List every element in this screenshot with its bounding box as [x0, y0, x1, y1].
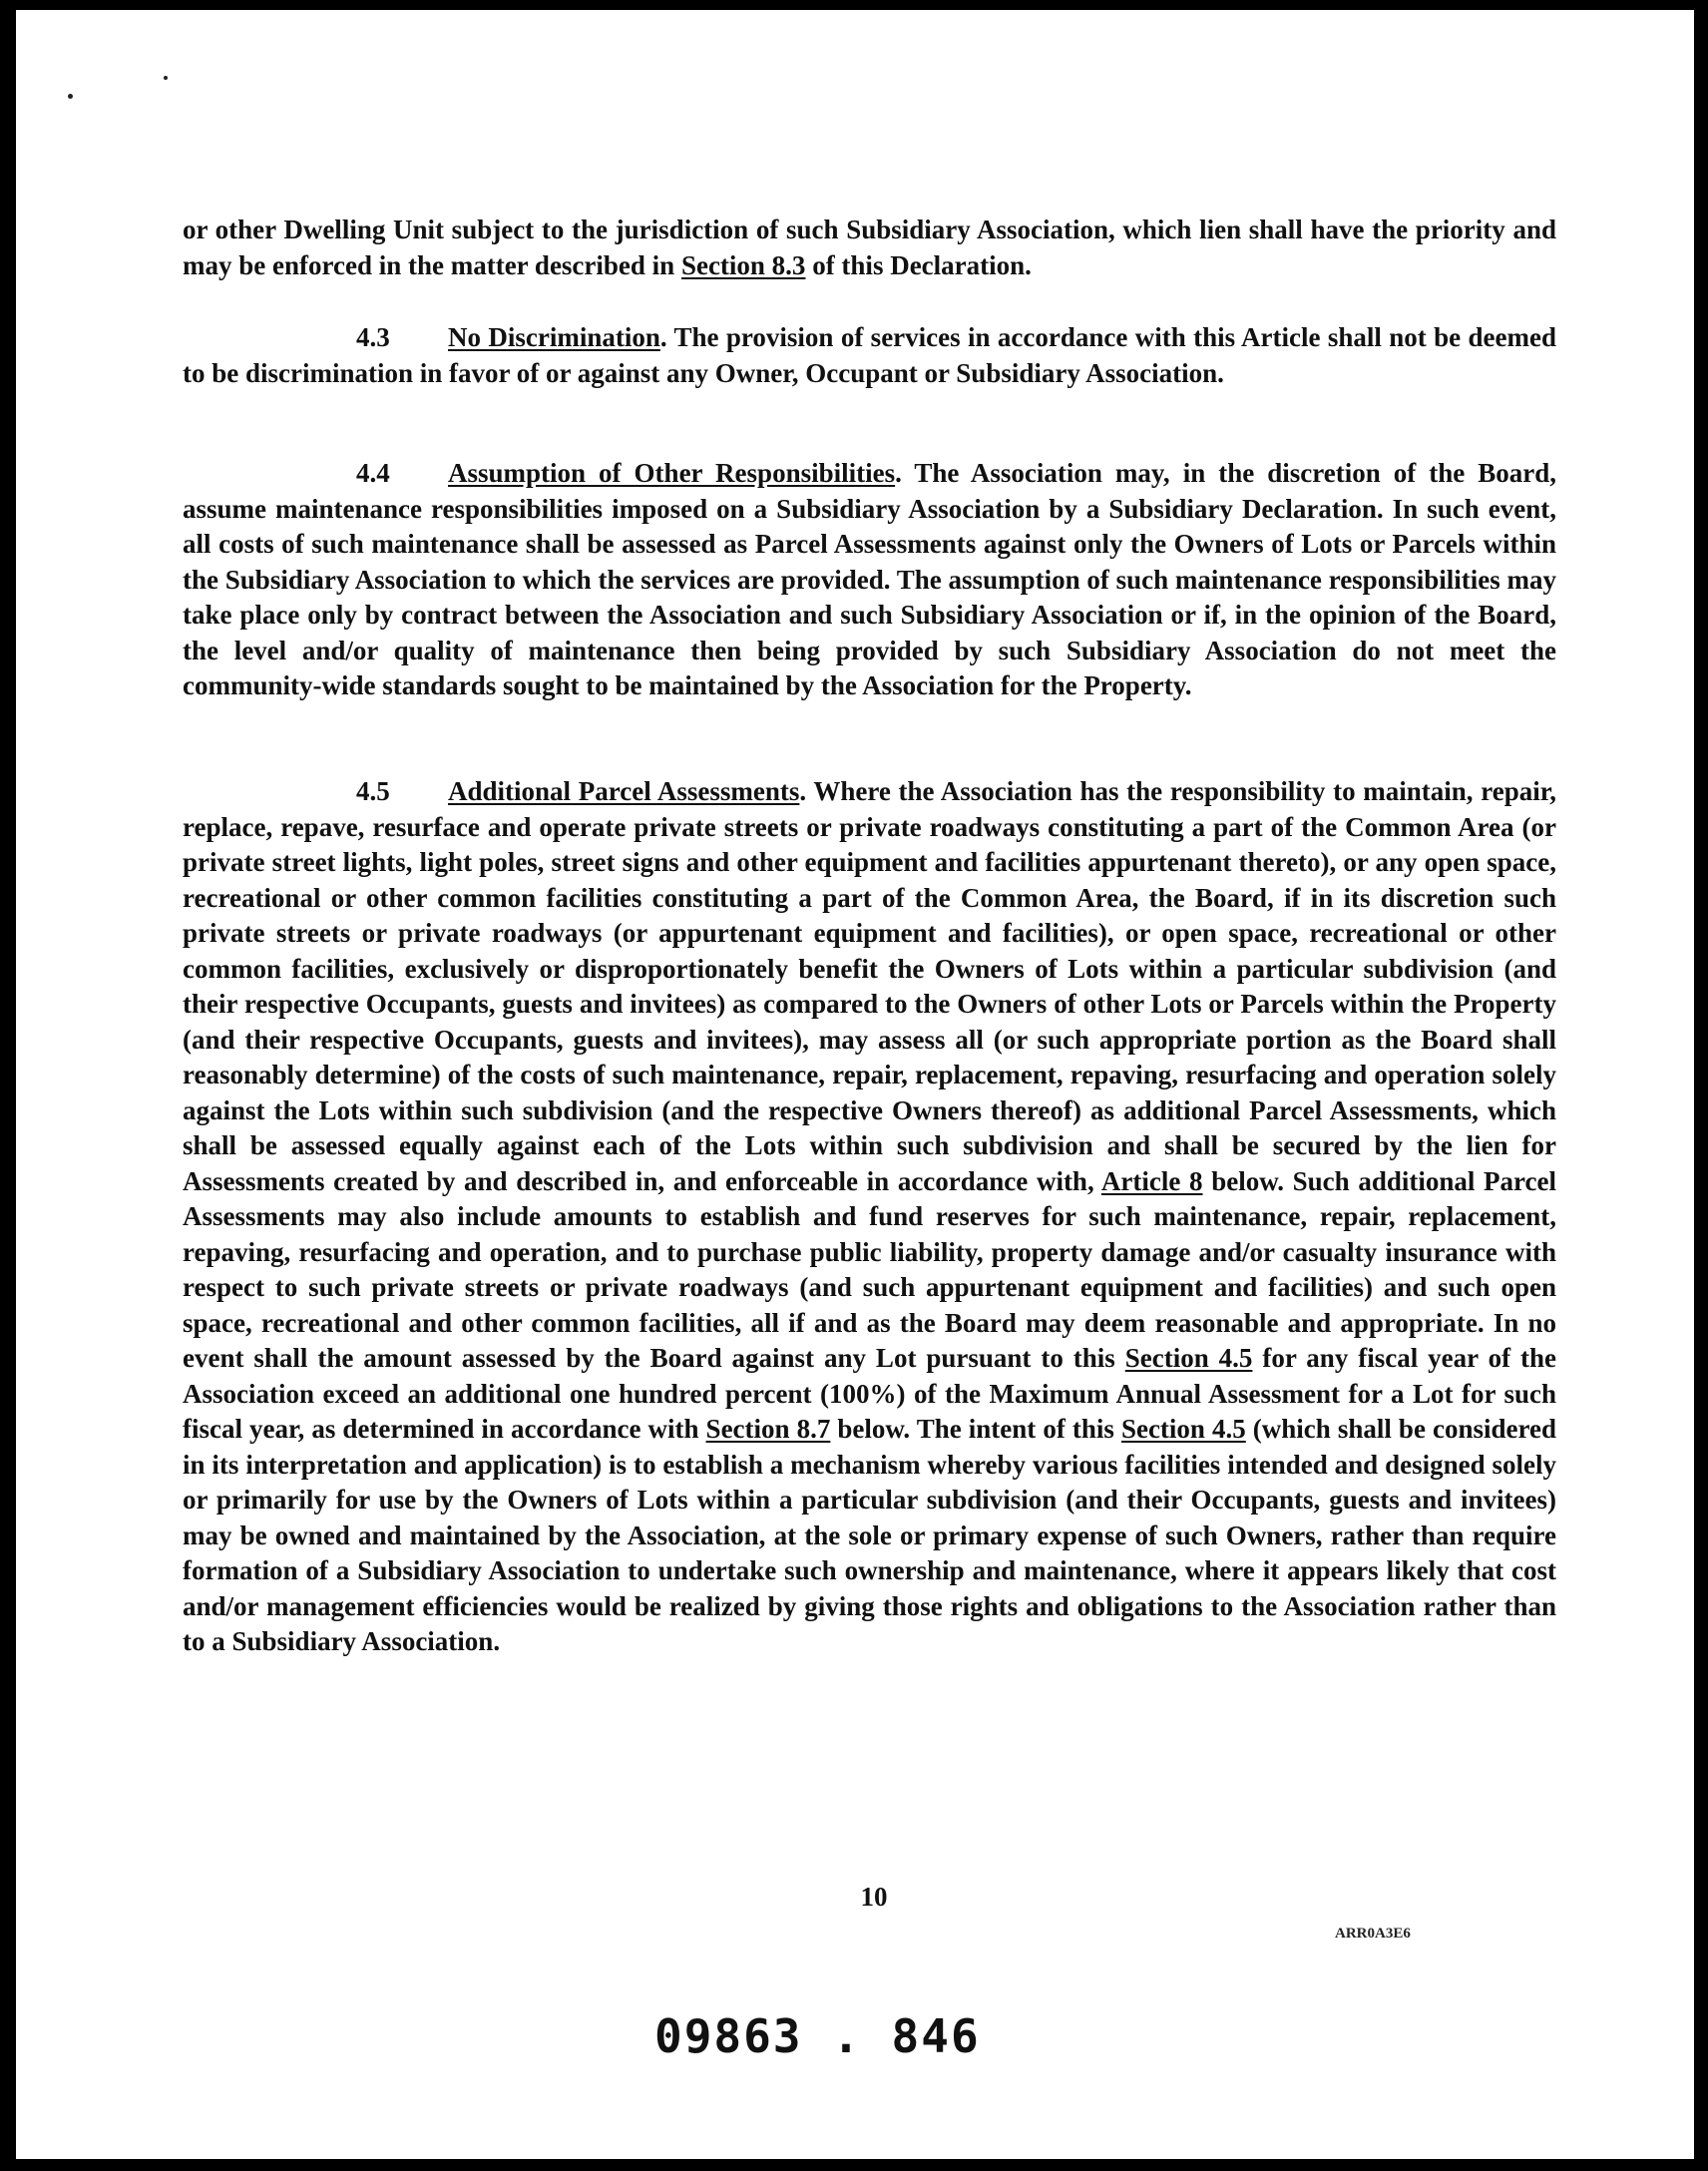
- paragraph-text: of this Declaration.: [805, 249, 1032, 280]
- section-4-3: [183, 320, 1556, 391]
- section-heading: Additional Parcel Assessments: [448, 776, 800, 806]
- section-4-5: [183, 774, 1556, 1660]
- section-body: below. Such additional Parcel Assessments may also include amounts to establish and fund reserves for such maintenance, repair, replacement, repaving, resurfacing and operation, and to purchase public liability, property damage and/or casualty insurance with respect to such private streets or private roadways (and such appurtenant equipment and facilities) and such open space, recreational and other common facilities, all if and as the Board may deem reasonable and appropriate. In no event shall the amount assessed by the Board against any Lot pursuant to this: [183, 1165, 1556, 1373]
- section-body: (which shall be considered in its interpretation and application) is to establish a mechanism whereby various facilities intended and designed solely or primarily for use by the Owners of Lots within a particular subdivision (and their Occupants, guests and invitees) may be owned and maintained by the Association, at the sole or primary expense of such Owners, rather than require formation of a Subsidiary Association to undertake such ownership and maintenance, where it appears likely that cost and/or management efficiencies would be realized by giving those rights and obligations to the Association rather than to a Subsidiary Association.: [183, 1414, 1556, 1656]
- section-reference: Section 8.7: [705, 1414, 831, 1444]
- article-reference: Article 8: [1100, 1165, 1203, 1196]
- document-code: ARR0A3E6: [1335, 1926, 1411, 1942]
- section-heading: No Discrimination: [448, 322, 660, 352]
- section-reference: Section 4.5: [1124, 1343, 1253, 1373]
- section-reference: Section 4.5: [1120, 1414, 1246, 1444]
- section-body: . Where the Association has the responsibility to maintain, repair, replace, repave, resurface and operate private streets or private roadways constituting a part of the Common Area (or private street lights, light poles, street signs and other equipment and facilities appurtenant thereto), or any open space, recreational or other common facilities constituting a part of the Common Area, the Board, if in its discretion such private streets or private roadways (or appurtenant equipment and facilities), or open space, recreational or other common facilities, exclusively or disproportionately benefit the Owners of Lots within a particular subdivision (and their respective Occupants, guests and invitees) as compared to the Owners of other Lots or Parcels within the Property (and their respective Occupants, guests and invitees), may assess all (or such appropriate portion as the Board shall reasonably determine) of the costs of such maintenance, repair, replacement, repaving, resurfacing and operation solely against the Lots within such subdivision (and the respective Owners thereof) as additional Parcel Assessments, which shall be assessed equally against each of the Lots within such subdivision and shall be secured by the lien for Assessments created by and described in, and enforceable in accordance with,: [183, 776, 1556, 1196]
- section-body: . The provision of services in accordance with this Article shall not be deemed to be discrimination in favor of or against any Owner, Occupant or Subsidiary Association.: [183, 322, 1556, 388]
- scan-speck: [68, 94, 73, 99]
- section-number: 4.3: [356, 322, 390, 352]
- paragraph-continued: [183, 213, 1556, 283]
- section-heading: Assumption of Other Responsibilities: [448, 458, 896, 488]
- scan-speck: [164, 76, 168, 80]
- section-4-4: [183, 456, 1556, 704]
- section-body: . The Association may, in the discretion of the Board, assume maintenance responsibilities imposed on a Subsidiary Association by a Subsidiary Declaration. In such event, all costs of such maintenance shall be assessed as Parcel Assessments against only the Owners of Lots or Parcels within the Subsidiary Association to which the services are provided. The assumption of such maintenance responsibilities may take place only by contract between the Association and such Subsidiary Association or if, in the opinion of the Board, the level and/or quality of maintenance then being provided by such Subsidiary Association do not meet the community-wide standards sought to be maintained by the Association for the Property.: [183, 458, 1557, 700]
- section-number: 4.5: [356, 776, 390, 806]
- bates-stamp: 09863 . 846: [654, 2009, 981, 2063]
- section-body: below. The intent of this: [830, 1414, 1121, 1444]
- paragraph-text: or other Dwelling Unit subject to the jurisdiction of such Subsidiary Association, which lien shall have the priority and may be enforced in the matter described in: [183, 215, 1556, 280]
- section-body: for any fiscal year of the Association exceed an additional one hundred percent (100%) of the Maximum Annual Assessment for a Lot for such fiscal year, as determined in accordance with: [183, 1343, 1557, 1444]
- section-number: 4.4: [356, 458, 390, 488]
- section-reference: Section 8.3: [680, 249, 806, 280]
- page-number: 10: [860, 1882, 888, 1912]
- document-sheet: [16, 10, 1694, 2159]
